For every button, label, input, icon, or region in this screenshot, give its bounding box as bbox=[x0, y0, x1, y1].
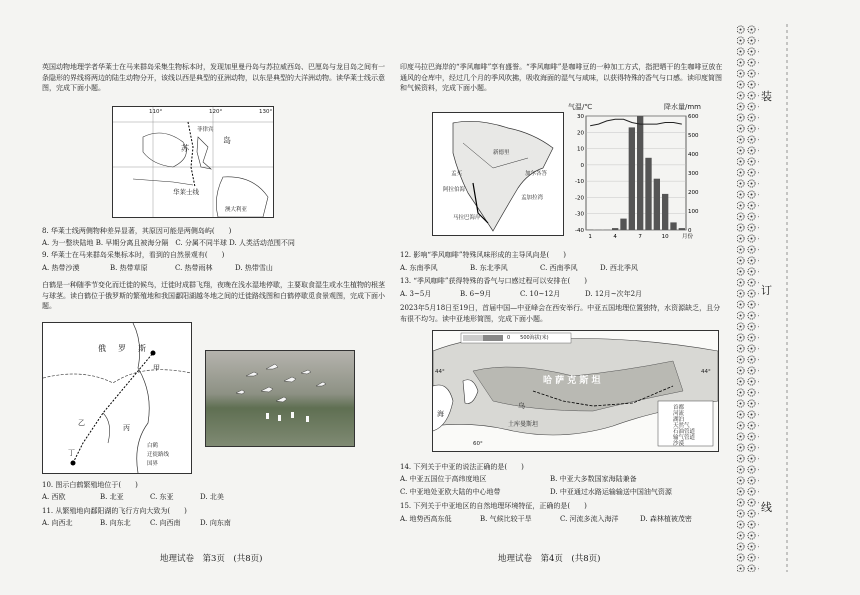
chart-frame bbox=[586, 116, 686, 230]
legend-desert: 沙漠 bbox=[673, 441, 685, 447]
q14-option-d: D. 中亚通过水路运输输送中国油气资源 bbox=[550, 488, 672, 496]
month-tick-label: 1 bbox=[588, 234, 592, 240]
q13-option-a: A. 3~5月 bbox=[400, 290, 432, 298]
russia-label-2: 罗 bbox=[118, 344, 126, 353]
legend-oil-pipe: 石油管道 bbox=[673, 429, 696, 435]
climate-chart bbox=[568, 102, 718, 242]
q13-option-d: D. 12月~次年2月 bbox=[585, 290, 643, 298]
wallace-line-path bbox=[188, 122, 195, 187]
lon-110: 110° bbox=[149, 109, 163, 115]
left-page bbox=[0, 0, 400, 595]
q15-option-a: A. 地势西高东低 bbox=[400, 515, 452, 523]
left-footer: 地理试卷 第3页 (共8页) bbox=[160, 554, 263, 564]
elevation-legend: 0 500海拔(米) bbox=[507, 335, 549, 341]
philippines-label: 菲律宾 bbox=[197, 127, 214, 133]
precip-bar bbox=[620, 219, 626, 230]
lon-130: 130° bbox=[259, 109, 273, 115]
legend-river: 河流 bbox=[673, 411, 685, 417]
q10-option-c: C. 东亚 bbox=[150, 493, 174, 501]
q14-option-b: B. 中亚大多数国家海陆兼备 bbox=[550, 475, 637, 483]
crane-migration-map bbox=[42, 322, 192, 474]
precip-axis-label: 降水量/mm bbox=[664, 103, 701, 111]
bay-bengal-label: 孟加拉湾 bbox=[521, 195, 544, 201]
kazakhstan-label: 哈 萨 克 斯 坦 bbox=[543, 376, 601, 386]
malabar-label: 马拉巴海岸 bbox=[453, 215, 481, 221]
legend-capital: 首都 bbox=[673, 405, 685, 411]
q12-option-d: D. 西北季风 bbox=[600, 264, 638, 272]
month-tick-label: 4 bbox=[613, 234, 617, 240]
question-10: 10. 图示白鹤繁殖地位于( ) bbox=[42, 481, 138, 489]
wallace-map-svg bbox=[113, 107, 273, 217]
island-label: 岛 bbox=[223, 136, 231, 145]
temp-tick-label: -20 bbox=[575, 195, 584, 202]
kolkata-label: 加尔各答 bbox=[525, 171, 548, 177]
temp-tick-label: 10 bbox=[577, 146, 584, 153]
precip-bar bbox=[679, 228, 685, 230]
precip-bar bbox=[662, 194, 668, 230]
month-tick-label: 10 bbox=[661, 234, 669, 240]
intro-q14: 2023年5月18日至19日，首届中国—中亚峰会在西安举行。中亚五国地理位置独特，水资源缺乏，且分布很不均匀。读中亚地形简图，完成下面小题。 bbox=[400, 304, 721, 323]
sulawesi-shape bbox=[197, 137, 211, 169]
x-unit-label: 月份 bbox=[682, 234, 694, 240]
precip-bar bbox=[629, 127, 635, 230]
russia-label-1: 俄 bbox=[98, 344, 106, 353]
right-footer: 地理试卷 第4页 (共8页) bbox=[498, 554, 601, 564]
legend-route: 迁徙路线 bbox=[147, 452, 170, 458]
q13-option-c: C. 10~12月 bbox=[520, 290, 561, 298]
mumbai-label: 孟买 bbox=[451, 171, 463, 177]
central-asia-map bbox=[432, 330, 719, 452]
label-ding: 丁 bbox=[68, 449, 75, 457]
wallace-line-label: 华莱士线 bbox=[173, 188, 199, 196]
precip-bar bbox=[637, 116, 643, 230]
q12-option-c: C. 西南季风 bbox=[540, 264, 578, 272]
intro-q10: 白鹤是一种随季节变化而迁徙的候鸟，迁徙时成群飞翔，夜晚在浅水湿地停歇，主要取食湿生或水生植物的根茎与球茎。读白鹤位于俄罗斯的繁殖地和我国鄱阳湖越冬地之间的迁徙路线图和白鹤停歇觅食景观图，完成下面小题。 bbox=[42, 281, 385, 310]
intro-q8: 英国动物地理学者华莱士在马来群岛采集生物标本时，发现加里曼丹岛与苏拉威西岛、巴厘岛与龙目岛之间有一条隐形的界线将两边的陆生动物分开，该线以西是典型的亚洲动物，以东是典型的大洋洲动物。读华莱士线示意图，完成下面小题。 bbox=[42, 63, 385, 92]
russia-label-3: 斯 bbox=[138, 344, 146, 353]
q14-option-c: C. 中亚地处亚欧大陆的中心地带 bbox=[400, 488, 501, 496]
precip-tick-label: 600 bbox=[688, 114, 699, 120]
binding-pattern bbox=[735, 24, 823, 572]
precip-tick-label: 100 bbox=[688, 209, 699, 215]
binding-xian: 线 bbox=[761, 501, 772, 514]
precip-bar bbox=[645, 158, 651, 230]
lat-44-right: 44° bbox=[701, 369, 711, 375]
precip-bar bbox=[654, 179, 660, 230]
precip-bar bbox=[670, 222, 676, 230]
q12-option-b: B. 东北季风 bbox=[470, 264, 508, 272]
month-tick-label: 7 bbox=[638, 234, 642, 240]
q8-options: A. 为一整块陆地 B. 早期分离且被海分隔 C. 分属不同半球 D. 人类活动范围不同 bbox=[42, 239, 295, 247]
q15-option-c: C. 河流多流入海洋 bbox=[560, 515, 619, 523]
q15-option-b: B. 气候比较干旱 bbox=[480, 515, 532, 523]
india-map bbox=[432, 112, 564, 236]
label-bing: 丙 bbox=[123, 424, 130, 432]
precip-tick-label: 200 bbox=[688, 190, 699, 196]
binding-ding: 订 bbox=[761, 284, 772, 297]
lat-44-left: 44° bbox=[435, 369, 445, 375]
precip-bar bbox=[612, 228, 618, 230]
climate-chart-svg bbox=[568, 102, 718, 242]
binding-zhuang: 装 bbox=[761, 90, 772, 103]
temperature-line bbox=[590, 119, 682, 126]
intro-q12: 印度马拉巴海岸的“季风咖啡”享有盛誉。“季风咖啡”是咖啡豆的一种加工方式，指把晒干的生咖啡豆放在通风的仓库中，经过几个月的季风吹拂，吸收海面的湿气与咸味，以获得特殊的香气与口感。读印度简图和气候资料，完成下面小题。 bbox=[400, 63, 723, 92]
question-13: 13. “季风咖啡”获得特殊的香气与口感过程可以安排在( ) bbox=[400, 277, 587, 285]
legend-crane: 白鹤 bbox=[147, 443, 159, 449]
q11-option-d: D. 向东南 bbox=[200, 519, 231, 527]
q11-option-b: B. 向东北 bbox=[100, 519, 131, 527]
precip-tick-label: 500 bbox=[688, 133, 699, 139]
temp-tick-label: 20 bbox=[577, 130, 584, 137]
crane-photo bbox=[205, 350, 355, 447]
australia-label: 澳大利亚 bbox=[225, 207, 248, 213]
binding-strip bbox=[735, 24, 823, 572]
question-8: 8. 华莱士线两侧物种差异显著，其原因可能是两侧岛屿( ) bbox=[42, 227, 232, 235]
precip-tick-label: 400 bbox=[688, 152, 699, 158]
temp-tick-label: -10 bbox=[575, 179, 584, 186]
lon-120: 120° bbox=[209, 109, 223, 115]
temp-tick-label: 0 bbox=[580, 162, 584, 169]
q9-option-c: C. 热带雨林 bbox=[175, 264, 213, 272]
question-9: 9. 华莱士在马来群岛采集标本时，看到的自然景观有( ) bbox=[42, 251, 225, 259]
q10-option-a: A. 西欧 bbox=[42, 493, 66, 501]
question-11: 11. 从繁殖地向鄱阳湖的飞行方向大致为( ) bbox=[42, 507, 187, 515]
crane-birds-svg bbox=[206, 351, 354, 446]
label-yi: 乙 bbox=[78, 419, 85, 427]
temp-tick-label: 30 bbox=[577, 114, 584, 120]
right-page bbox=[400, 0, 725, 595]
turkmenistan-label: 土库曼斯坦 bbox=[508, 421, 539, 428]
label-jia: 甲 bbox=[153, 364, 160, 372]
question-14: 14. 下列关于中亚的说法正确的是( ) bbox=[400, 463, 524, 471]
q12-option-a: A. 东南季风 bbox=[400, 264, 438, 272]
lon-60: 60° bbox=[473, 441, 483, 447]
sea-label: 海 bbox=[437, 410, 444, 418]
q11-option-c: C. 向西南 bbox=[150, 519, 181, 527]
q10-option-d: D. 北美 bbox=[200, 493, 224, 501]
legend-gas-pipe: 输气管道 bbox=[673, 435, 696, 441]
q15-option-d: D. 森林植被茂密 bbox=[640, 515, 692, 523]
legend-gas: 天然气 bbox=[673, 423, 690, 429]
q9-option-b: B. 热带草原 bbox=[110, 264, 148, 272]
temp-axis-label: 气温/℃ bbox=[568, 103, 593, 111]
migration-route bbox=[73, 353, 153, 463]
temp-tick-label: -30 bbox=[575, 211, 584, 218]
precip-tick-label: 0 bbox=[688, 228, 692, 234]
arabian-sea-label: 阿拉伯海 bbox=[443, 187, 466, 193]
delhi-label: 新德里 bbox=[493, 150, 510, 156]
q9-option-d: D. 热带雪山 bbox=[235, 264, 273, 272]
uzbekistan-label: 乌 bbox=[518, 402, 525, 410]
legend-border: 国界 bbox=[147, 461, 159, 467]
q14-option-a: A. 中亚五国位于高纬度地区 bbox=[400, 475, 487, 483]
q13-option-b: B. 6~9月 bbox=[460, 290, 492, 298]
borneo-shape bbox=[143, 133, 186, 167]
legend-lake: 湖泊 bbox=[673, 417, 685, 423]
q9-option-a: A. 热带沙漠 bbox=[42, 264, 80, 272]
question-12: 12. 影响“季风咖啡”特殊风味形成的主导风向是( ) bbox=[400, 251, 566, 259]
q10-option-b: B. 北亚 bbox=[100, 493, 124, 501]
q11-option-a: A. 向西北 bbox=[42, 519, 73, 527]
sea-label: 苏 bbox=[181, 144, 189, 153]
question-15: 15. 下列关于中亚地区的自然地理环境特征，正确的是( ) bbox=[400, 502, 587, 510]
temp-tick-label: -40 bbox=[575, 228, 584, 234]
wallace-line-map bbox=[112, 106, 274, 218]
precip-tick-label: 300 bbox=[688, 171, 699, 177]
